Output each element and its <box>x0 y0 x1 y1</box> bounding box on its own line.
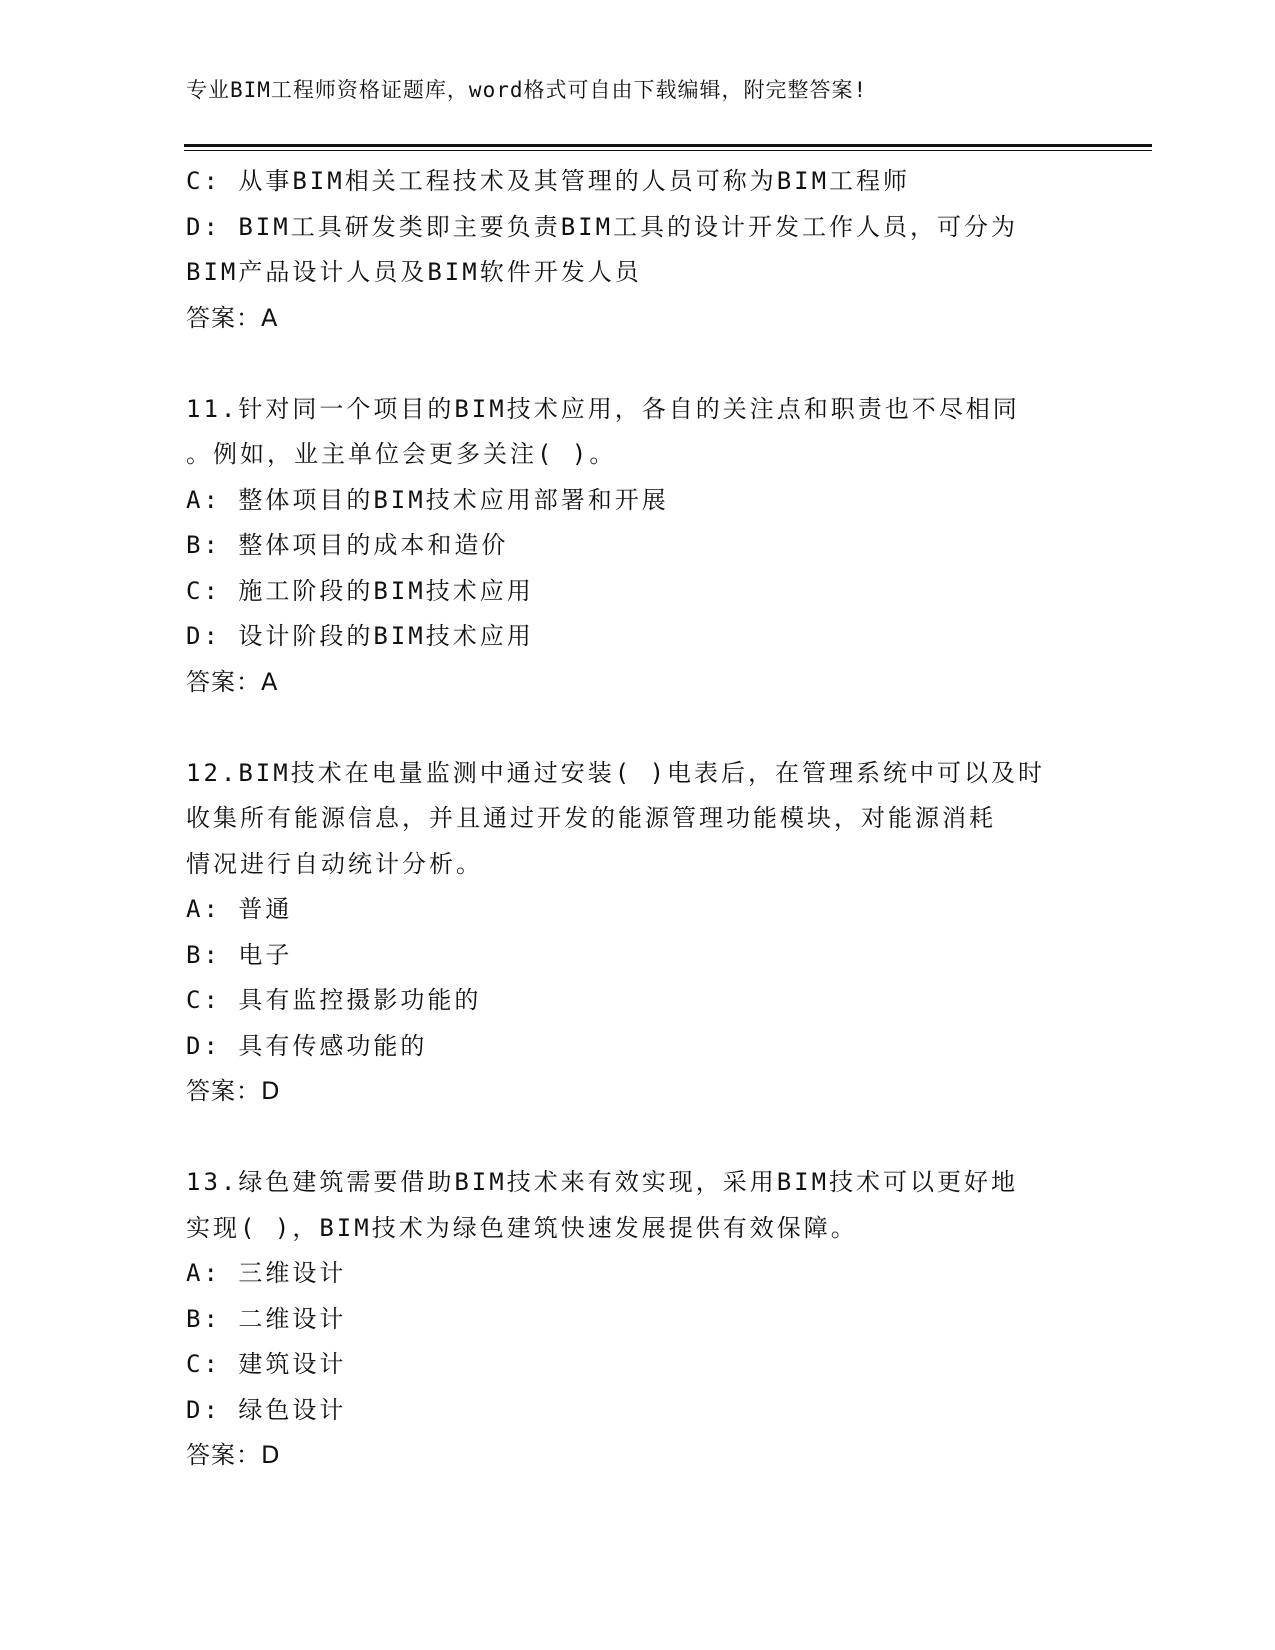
option-b: B: 电子 <box>186 940 293 969</box>
option-b: B: 整体项目的成本和造价 <box>186 531 509 559</box>
question-stem-continued: 实现( )，BIM技术为绿色建筑快速发展提供有效保障。 <box>186 1213 858 1242</box>
question-stem: 12.BIM技术在电量监测中通过安装( )电表后，在管理系统中可以及时 <box>186 758 1046 787</box>
answer-line: 答案：A <box>186 303 279 332</box>
answer-line: 答案：D <box>186 1077 281 1105</box>
option-c: C: 建筑设计 <box>186 1350 347 1378</box>
option-b: B: 二维设计 <box>186 1304 347 1333</box>
answer-line: 答案：D <box>186 1441 281 1469</box>
question-stem-continued: 。例如，业主单位会更多关注( )。 <box>186 440 617 468</box>
page-header: 专业BIM工程师资格证题库，word格式可自由下载编辑，附完整答案! <box>186 78 868 102</box>
option-d: D: 绿色设计 <box>186 1395 347 1424</box>
question-stem-continued: 情况进行自动统计分析。 <box>186 849 483 878</box>
question-block-12 <box>186 751 1086 1115</box>
question-stem-continued: 收集所有能源信息，并且通过开发的能源管理功能模块，对能源消耗 <box>186 804 996 832</box>
spacer <box>186 705 1086 751</box>
option-c: C: 施工阶段的BIM技术应用 <box>186 576 534 605</box>
option-c: C: 从事BIM相关工程技术及其管理的人员可称为BIM工程师 <box>186 167 911 195</box>
question-block-10 <box>186 159 1086 341</box>
option-c: C: 具有监控摄影功能的 <box>186 986 482 1014</box>
spacer <box>186 341 1086 387</box>
answer-line: 答案：A <box>186 667 279 696</box>
option-a: A: 整体项目的BIM技术应用部署和开展 <box>186 485 669 514</box>
option-d: D: BIM工具研发类即主要负责BIM工具的设计开发工作人员，可分为 <box>186 212 1019 241</box>
option-a: A: 普通 <box>186 895 293 923</box>
option-d: D: 具有传感功能的 <box>186 1031 428 1060</box>
question-block-11 <box>186 387 1086 706</box>
option-a: A: 三维设计 <box>186 1259 347 1287</box>
question-stem: 13.绿色建筑需要借助BIM技术来有效实现，采用BIM技术可以更好地 <box>186 1168 1019 1196</box>
header-divider-thick <box>184 144 1152 147</box>
question-content <box>186 159 1086 1479</box>
option-d: D: 设计阶段的BIM技术应用 <box>186 622 534 650</box>
question-block-13 <box>186 1160 1086 1479</box>
option-d-continued: BIM产品设计人员及BIM软件开发人员 <box>186 258 642 286</box>
spacer <box>186 1115 1086 1161</box>
question-stem: 11.针对同一个项目的BIM技术应用，各自的关注点和职责也不尽相同 <box>186 394 1020 423</box>
header-divider-thin <box>184 150 1152 151</box>
